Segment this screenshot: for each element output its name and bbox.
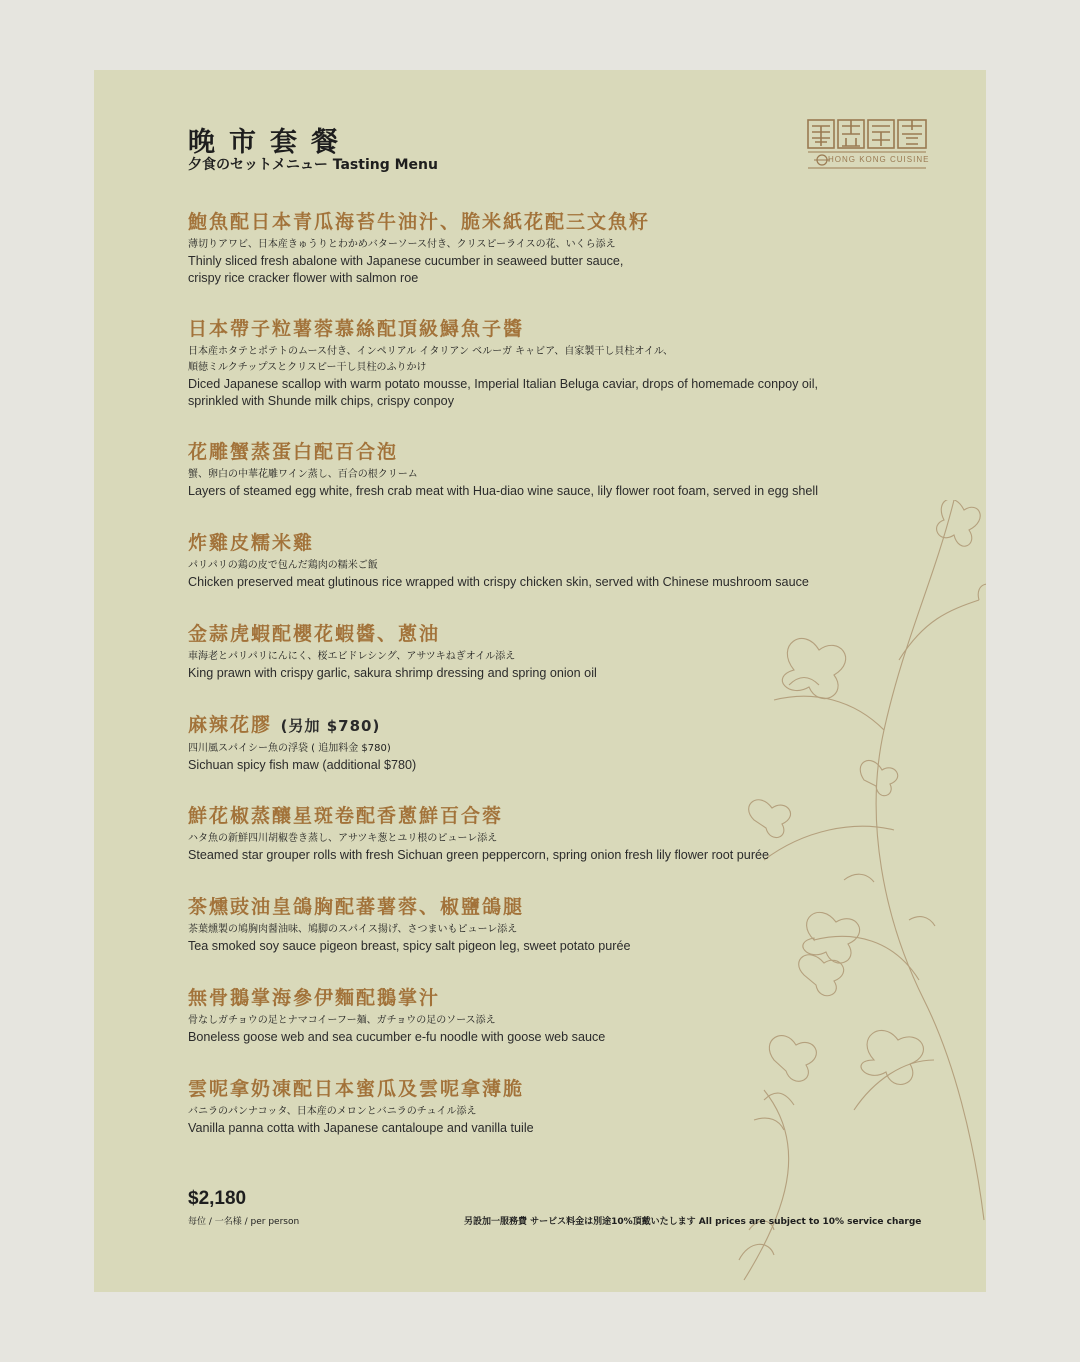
dish-title-zh: 無骨鵝掌海參伊麵配鵝掌汁 — [188, 987, 441, 1009]
dish-desc-ja: バニラのパンナコッタ、日本産のメロンとバニラのチュイル添え — [188, 1106, 477, 1117]
dish-desc-en: Sichuan spicy fish maw (additional $780) — [188, 758, 417, 772]
service-charge-note: 另設加一服務費 サービス料金は別途10%頂戴いたします All prices are subject to 10% service charge — [464, 1217, 922, 1227]
dish-desc-en: Tea smoked soy sauce pigeon breast, spicy salt pigeon leg, sweet potato purée — [188, 939, 631, 953]
logo-caption: HONG KONG CUISINE — [828, 155, 930, 164]
dish-desc-ja: 骨なしガチョウの足とナマコイーフー麺、ガチョウの足のソース添え — [188, 1015, 496, 1026]
dish-desc-ja: 四川風スパイシー魚の浮袋 ( 追加料金 $780) — [188, 743, 391, 754]
dish-desc-ja: パリパリの鶏の皮で包んだ鶏肉の糯米ご飯 — [188, 560, 378, 571]
menu-title: 晚市套餐 — [188, 127, 352, 158]
menu-sheet — [94, 70, 986, 1292]
dish-item — [188, 1077, 888, 1137]
dish-item — [188, 531, 888, 591]
dish-desc-ja: 蟹、卵白の中華花雕ワイン蒸し、百合の根クリーム — [188, 469, 418, 480]
dish-item — [188, 440, 888, 500]
dish-title-zh: 鮮花椒蒸釀星斑卷配香蔥鮮百合蓉 — [188, 805, 504, 827]
dish-title-zh: 雲呢拿奶凍配日本蜜瓜及雲呢拿薄脆 — [188, 1078, 525, 1100]
dish-desc-en: Boneless goose web and sea cucumber e-fu noodle with goose web sauce — [188, 1030, 606, 1044]
set-price: $2,180 — [188, 1188, 247, 1209]
dish-title-zh: 茶燻豉油皇鴿胸配蕃薯蓉、椒鹽鴿腿 — [188, 896, 525, 918]
dish-desc-ja: ハタ魚の新鮮四川胡椒巻き蒸し、アサツキ葱とユリ根のピューレ添え — [188, 833, 498, 844]
dish-desc-ja: 薄切りアワビ、日本産きゅうりとわかめバターソース付き、クリスピーライスの花、いくら添え — [188, 239, 616, 250]
dish-title-zh-text: 麻辣花膠 — [188, 714, 273, 736]
dish-desc-ja: 茶葉燻製の鳩胸肉醤油味、鳩脚のスパイス揚げ、さつまいもピューレ添え — [188, 924, 518, 935]
dish-desc-en: Chicken preserved meat glutinous rice wrapped with crispy chicken skin, served with Chinese mushroom sauce — [188, 575, 809, 589]
dish-title-zh: 日本帶子粒薯蓉慕絲配頂級鱘魚子醬 — [188, 318, 525, 340]
dish-item — [188, 804, 888, 864]
dish-desc-en: Vanilla panna cotta with Japanese cantaloupe and vanilla tuile — [188, 1121, 534, 1135]
dish-item — [188, 317, 888, 410]
dish-desc-en: Layers of steamed egg white, fresh crab meat with Hua-diao wine sauce, lily flower root foam, served in egg shell — [188, 484, 818, 498]
dish-desc-en: King prawn with crispy garlic, sakura shrimp dressing and spring onion oil — [188, 666, 597, 680]
dish-desc-en: Diced Japanese scallop with warm potato mousse, Imperial Italian Beluga caviar, drops of homemade conpoy oil, sprinkled with Shunde milk chips, crispy conpoy — [188, 377, 819, 408]
dish-desc-en: Steamed star grouper rolls with fresh Sichuan green peppercorn, spring onion fresh lily flower root purée — [188, 848, 770, 862]
dish-item — [188, 210, 888, 287]
dish-desc-en: Thinly sliced fresh abalone with Japanese cucumber in seaweed butter sauce, crispy rice cracker flower with salmon roe — [188, 254, 624, 285]
menu-subtitle: 夕食のセットメニュー Tasting Menu — [188, 157, 438, 173]
dish-title-zh — [188, 713, 888, 738]
dish-desc-ja: 日本産ホタテとポテトのムース付き、インペリアル イタリアン ベルーガ キャビア、自家製干し貝柱オイル、 順徳ミルクチップスとクリスピー干し貝柱のふりかけ — [188, 346, 674, 373]
dish-title-zh: 花雕蟹蒸蛋白配百合泡 — [188, 441, 399, 463]
dish-extra-charge: (另加 $780) — [280, 717, 381, 735]
dish-title-zh: 鮑魚配日本青瓜海苔牛油汁、脆米紙花配三文魚籽 — [188, 211, 651, 233]
dish-desc-ja: 車海老とパリパリにんにく、桜エビドレシング、アサツキねぎオイル添え — [188, 651, 516, 662]
dish-item — [188, 713, 888, 774]
dish-title-zh: 炸雞皮糯米雞 — [188, 532, 315, 554]
dish-title-zh: 金蒜虎蝦配櫻花蝦醬、蔥油 — [188, 623, 441, 645]
dish-item — [188, 622, 888, 682]
dish-item — [188, 986, 888, 1046]
dish-item — [188, 895, 888, 955]
price-note: 每位 / 一名様 / per person — [188, 1217, 300, 1227]
